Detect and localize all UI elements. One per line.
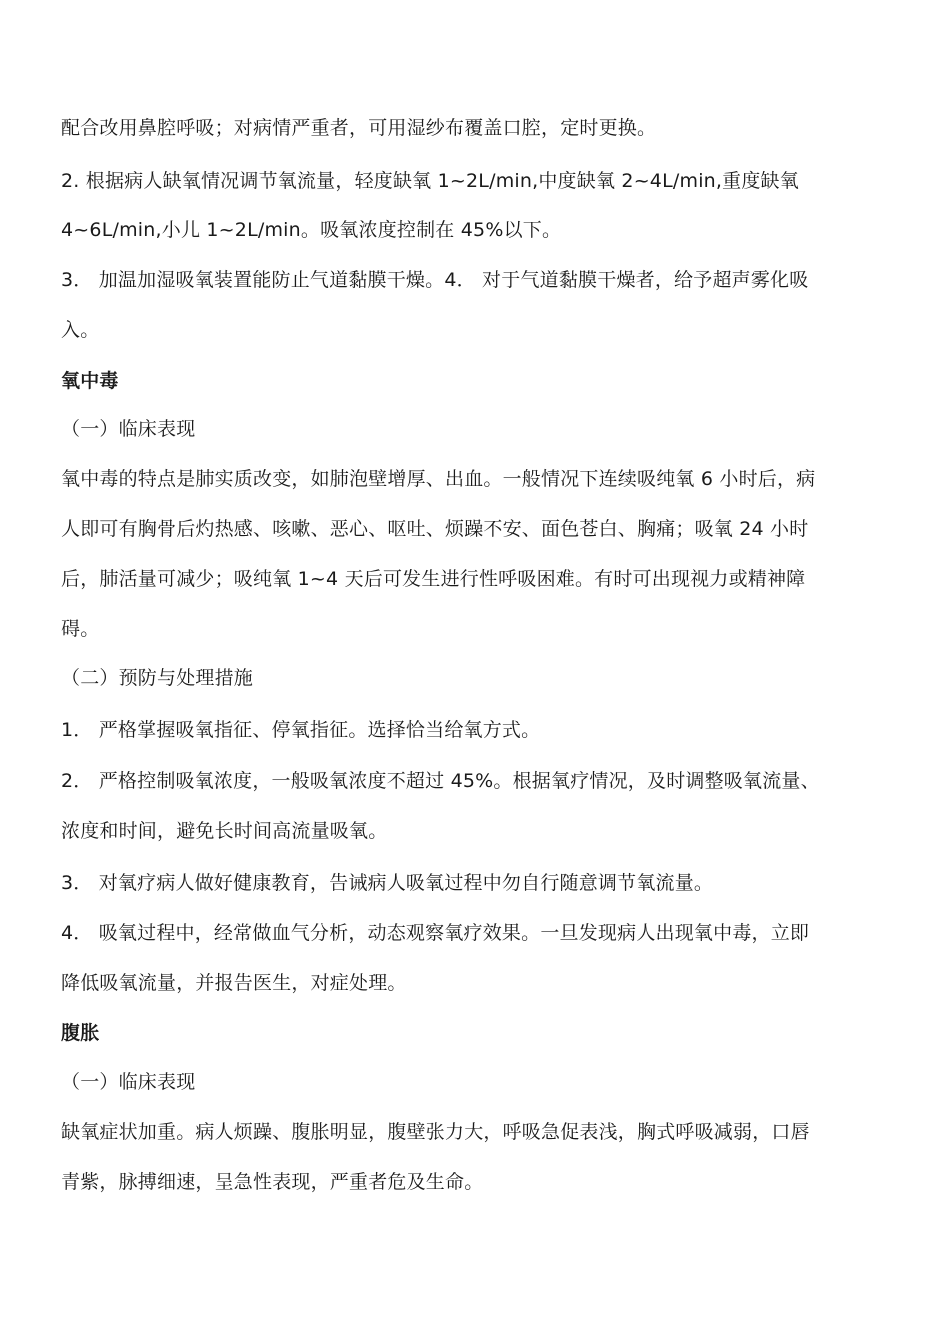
paragraph-line: 浓度和时间，避免长时间高流量吸氧。 <box>61 820 388 842</box>
paragraph-line: 青紫，脉搏细速，呈急性表现，严重者危及生命。 <box>61 1171 484 1193</box>
list-item: 4． 吸氧过程中，经常做血气分析，动态观察氧疗效果。一旦发现病人出现氧中毒，立即 <box>61 922 810 944</box>
list-item: 3． 对氧疗病人做好健康教育，告诫病人吸氧过程中勿自行随意调节氧流量。 <box>61 872 714 894</box>
paragraph-line: 入。 <box>61 319 100 341</box>
section-heading: 氧中毒 <box>61 370 119 392</box>
paragraph-line: 降低吸氧流量，并报告医生，对症处理。 <box>61 972 407 994</box>
section-heading: 腹胀 <box>61 1022 100 1044</box>
subsection-heading: （二）预防与处理措施 <box>61 667 254 689</box>
paragraph-line: 碍。 <box>61 618 100 640</box>
paragraph-line: 2. 根据病人缺氧情况调节氧流量，轻度缺氧 1~2L/min,中度缺氧 2~4L/min,重度缺氧 <box>61 170 799 192</box>
paragraph-line: 缺氧症状加重。病人烦躁、腹胀明显，腹壁张力大，呼吸急促表浅，胸式呼吸减弱，口唇 <box>61 1121 810 1143</box>
paragraph-line: 配合改用鼻腔呼吸；对病情严重者，可用湿纱布覆盖口腔，定时更换。 <box>61 117 657 139</box>
paragraph-line: 氧中毒的特点是肺实质改变，如肺泡壁增厚、出血。一般情况下连续吸纯氧 6 小时后，病 <box>61 468 816 490</box>
paragraph-line: 人即可有胸骨后灼热感、咳嗽、恶心、呕吐、烦躁不安、面色苍白、胸痛；吸氧 24 小时 <box>61 518 809 540</box>
subsection-heading: （一）临床表现 <box>61 418 196 440</box>
list-item: 2． 严格控制吸氧浓度，一般吸氧浓度不超过 45%。根据氧疗情况，及时调整吸氧流量、 <box>61 770 820 792</box>
paragraph-line: 4~6L/min,小儿 1~2L/min。吸氧浓度控制在 45%以下。 <box>61 219 562 241</box>
list-item: 1． 严格掌握吸氧指征、停氧指征。选择恰当给氧方式。 <box>61 719 541 741</box>
subsection-heading: （一）临床表现 <box>61 1071 196 1093</box>
paragraph-line: 后，肺活量可减少；吸纯氧 1~4 天后可发生进行性呼吸困难。有时可出现视力或精神障 <box>61 568 806 590</box>
paragraph-line: 3． 加温加湿吸氧装置能防止气道黏膜干燥。4． 对于气道黏膜干燥者，给予超声雾化吸 <box>61 269 809 291</box>
